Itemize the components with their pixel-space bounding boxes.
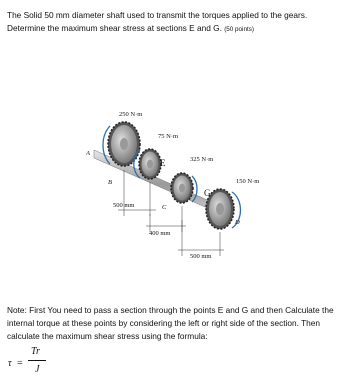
formula-fraction-bar [28, 360, 46, 361]
problem-text: The Solid 50 mm diameter shaft used to transmit the torques applied to the gears. Determine the maximum shear stress at sections E and G. [7, 10, 308, 33]
torque-label-150: 150 N·m [236, 178, 260, 185]
dimension-label-bc: 400 mm [149, 230, 171, 237]
formula-numerator: Tr [31, 346, 40, 357]
point-label-g: G [204, 188, 211, 198]
problem-statement [7, 9, 343, 36]
dimension-label-cd: 500 mm [190, 253, 212, 260]
formula-lhs: τ [8, 358, 12, 369]
gear-a [108, 122, 140, 166]
torque-label-325: 325 N·m [190, 156, 214, 163]
torque-label-250: 250 N·m [119, 111, 143, 118]
point-label-d: D [235, 219, 240, 226]
dimension-label-ab: 500 mm [113, 202, 135, 209]
formula-denominator: J [35, 364, 40, 375]
gear-c [171, 173, 193, 203]
shaft-gear-figure [80, 104, 280, 264]
gear-b [139, 149, 161, 179]
torque-label-75: 75 N·m [158, 133, 179, 140]
shear-stress-formula [8, 346, 78, 386]
formula-equals: = [17, 358, 23, 369]
point-label-a: A [86, 150, 90, 157]
point-label-c: C [162, 204, 167, 211]
point-label-e: E [160, 158, 166, 168]
note-text: Note: First You need to pass a section through the points E and G and then Calculate the internal torque at these points by considering the left or right side of the section. Then calculate the maximum shear stress using the formula: [7, 305, 334, 341]
points-label: (50 points) [224, 26, 254, 33]
point-label-b: B [108, 179, 112, 186]
